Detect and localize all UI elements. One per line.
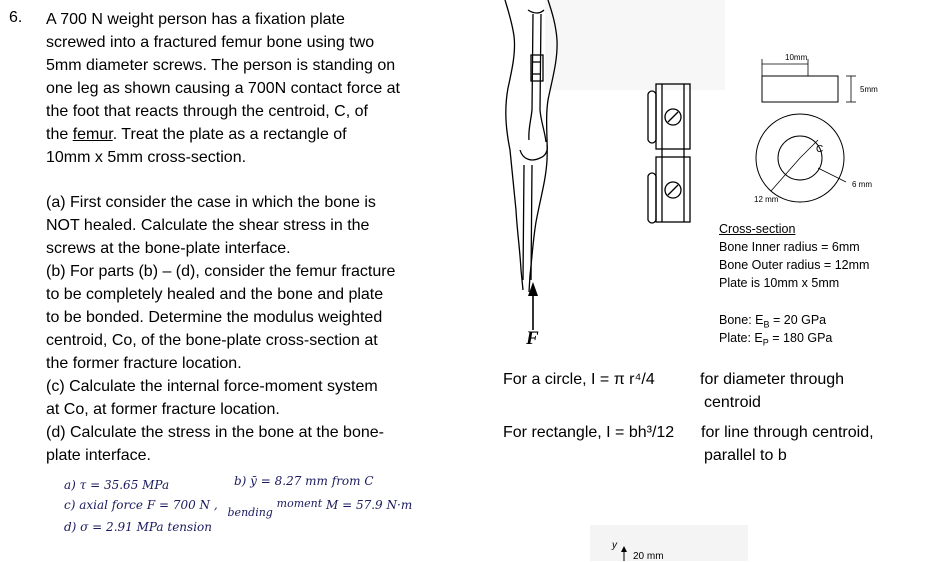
outer-radius-label: 12 mm <box>754 195 779 204</box>
bottom-axis-label: y <box>612 540 617 551</box>
plate-modulus-sub: P <box>762 337 769 348</box>
inner-radius-label: 6 mm <box>852 180 872 189</box>
intro-line-start: the <box>46 126 73 143</box>
cross-section-plate <box>762 76 838 102</box>
part-line: to be completely healed and the bone and plate <box>46 286 384 303</box>
formula-rectangle: For rectangle, I = bh³/12 <box>503 424 675 441</box>
figure-shading <box>545 0 725 90</box>
dim-width-label: 10mm <box>785 53 808 62</box>
intro-line: 10mm x 5mm cross-section. <box>46 149 247 166</box>
plate-left-edge <box>648 91 656 143</box>
part-line: screws at the bone-plate interface. <box>46 240 291 257</box>
intro-line: one leg as shown causing a 700N contact force at <box>46 80 400 97</box>
femur-word: femur <box>72 126 113 143</box>
intro-line: 5mm diameter screws. The person is standing on <box>46 57 396 74</box>
intro-line: A 700 N weight person has a fixation plate <box>46 11 345 28</box>
part-line: at Co, at former fracture location. <box>46 401 280 418</box>
centroid-label: C <box>816 144 824 155</box>
answer-c <box>64 498 412 518</box>
answer-a: a) τ = 35.65 MPa <box>64 478 170 492</box>
part-line: centroid, Co, of the bone-plate cross-section at <box>46 332 378 349</box>
formula-circle: For a circle, I = π r⁴/4 <box>503 371 655 388</box>
part-line: plate interface. <box>46 447 151 464</box>
plate-modulus-prefix: Plate: E <box>719 331 763 345</box>
formula-circle-note-2: centroid <box>704 394 761 411</box>
intro-line-end: . Treat the plate as a rectangle of <box>112 126 347 143</box>
part-line: (b) For parts (b) – (d), consider the femur fracture <box>46 263 396 280</box>
part-line: (d) Calculate the stress in the bone at the bone- <box>46 424 384 441</box>
formula-rectangle-note-2: parallel to b <box>704 447 787 464</box>
intro-line: screwed into a fractured femur bone using two <box>46 34 375 51</box>
screw-1-slot <box>668 112 678 122</box>
answer-c-moment: M = 57.9 N·m <box>326 498 413 512</box>
bone-modulus-prefix: Bone: E <box>719 313 764 327</box>
screw-2-slot <box>668 185 678 195</box>
bone-modulus-value: = 20 GPa <box>769 313 827 327</box>
answer-d: d) σ = 2.91 MPa tension <box>64 520 212 534</box>
bottom-dim-label: 20 mm <box>633 551 664 562</box>
question-intro <box>46 8 456 169</box>
bone-modulus-sub: B <box>763 319 770 330</box>
plate-left-edge-lower <box>648 173 656 223</box>
question-number: 6. <box>9 9 23 26</box>
part-line: the former fracture location. <box>46 355 242 372</box>
formula-rectangle-note-1: for line through centroid, <box>701 424 874 441</box>
intro-line: the foot that reacts through the centroid, C, of <box>46 103 368 120</box>
answer-c-bending-moment <box>228 507 273 518</box>
part-line: NOT healed. Calculate the shear stress in the <box>46 217 370 234</box>
plate-modulus <box>719 329 832 352</box>
cross-section-line: Bone Outer radius = 12mm <box>719 258 870 272</box>
question-parts <box>46 191 456 467</box>
intro-line-femur <box>46 123 456 146</box>
force-label: F <box>526 328 539 349</box>
cross-section-title: Cross-section <box>719 222 796 236</box>
part-line: to be bonded. Determine the modulus weighted <box>46 309 383 326</box>
part-line: (a) First consider the case in which the bone is <box>46 194 376 211</box>
answer-c-moment-word: moment <box>276 497 323 510</box>
outer-radius-line <box>771 158 800 191</box>
knee-joint <box>520 145 547 160</box>
formula-circle-note-1: for diameter through <box>700 371 845 388</box>
part-line: (c) Calculate the internal force-moment system <box>46 378 378 395</box>
plate-screw-diagram <box>648 84 690 223</box>
dim-height-label: 5mm <box>860 85 878 94</box>
cross-section-line: Bone Inner radius = 6mm <box>719 240 860 254</box>
answer-b: b) ȳ = 8.27 mm from C <box>234 474 374 488</box>
answer-c-force: c) axial force F = 700 N , <box>64 498 218 512</box>
leg-left-outline <box>505 0 523 290</box>
plate-modulus-value: = 180 GPa <box>768 331 833 345</box>
tibia-bone <box>523 165 532 280</box>
cross-section-diagram <box>756 59 856 202</box>
cross-section-line: Plate is 10mm x 5mm <box>719 276 840 290</box>
answer-c-bending: bending <box>227 506 273 519</box>
